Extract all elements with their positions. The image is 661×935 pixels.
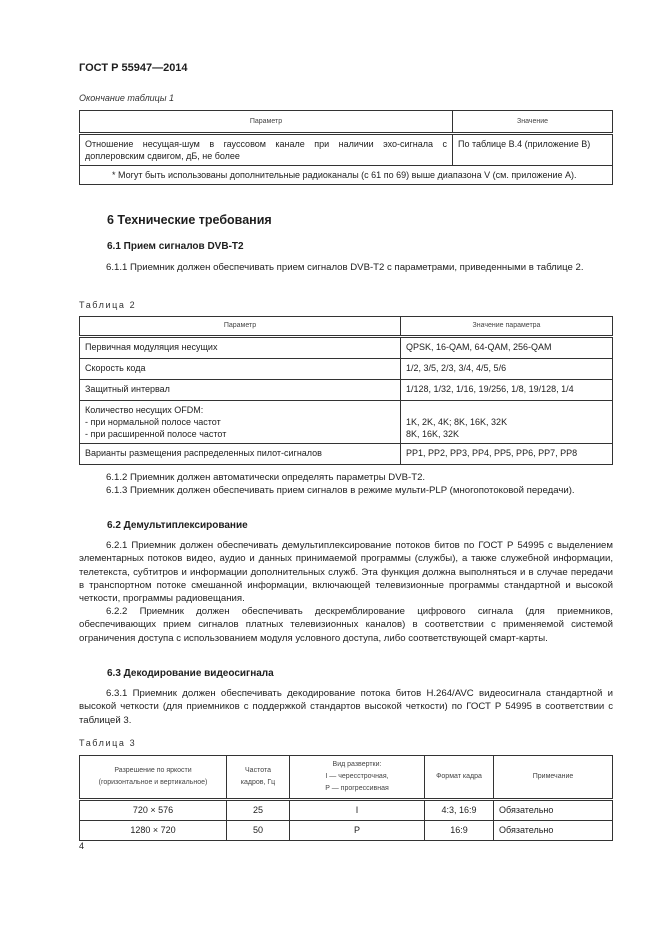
table2-caption: Таблица 2 [79,300,137,310]
table-row [80,821,613,841]
table1-col-param: Параметр [80,111,453,134]
table3-cell: I [290,800,425,821]
document-id: ГОСТ Р 55947—2014 [79,62,188,74]
table-row [80,380,613,401]
table2-param [80,401,401,444]
table3-col-note: Примечание [494,756,613,800]
paragraph-6-1-2: 6.1.2 Приемник должен автоматически определять параметры DVB-T2. [106,472,426,483]
table2-value: QPSK, 16-QAM, 64-QAM, 256-QAM [401,337,613,359]
table3-cell: 1280 × 720 [80,821,227,841]
table3-cell: 25 [227,800,290,821]
table3-col-aspect: Формат кадра [425,756,494,800]
page-number: 4 [79,841,85,851]
table2-param: Скорость кода [80,359,401,380]
table2-value: PP1, PP2, PP3, PP4, PP5, PP6, PP7, PP8 [401,444,613,465]
table2-col-param: Параметр [80,317,401,337]
table-row [80,444,613,465]
table2-value: 1/2, 3/5, 2/3, 3/4, 4/5, 5/6 [401,359,613,380]
table3-col-scan: Вид развертки: I — чересстрочная, P — прогрессивная [290,756,425,800]
table1-header [80,111,613,134]
table3-cell: 720 × 576 [80,800,227,821]
table1-cell: Отношение несущая-шум в гауссовом канале при наличии эхо-сигнала с доплеровским сдвигом, дБ, не более [80,134,453,166]
table-row [80,134,613,166]
table3-caption: Таблица 3 [79,738,137,748]
table3-cell: 4:3, 16:9 [425,800,494,821]
table1-col-value: Значение [453,111,613,134]
section-6-1-title: 6.1 Прием сигналов DVB-T2 [107,241,244,252]
table3 [79,755,613,841]
paragraph-6-1-1: 6.1.1 Приемник должен обеспечивать прием сигналов DVB-T2 с параметрами, приведенными в таблице 2. [106,262,584,273]
table3-cell: 16:9 [425,821,494,841]
table-row [80,401,613,444]
paragraph-6-2-1: 6.2.1 Приемник должен обеспечивать демультиплексирование потоков битов по ГОСТ Р 54995 с выделением элементарных потоков видео, аудио и данных принимаемой программы (службы), а также служебной информации, телетекста, субтитров и информации дополнительных служб. Эта функция должна выполняться и в случае передачи в транспортном потоке смешанной информации, включающей телевизионные программы стандартной и высокой четкости, программы радиовещания. [79,540,613,605]
table2-header [80,317,613,337]
table1-footnote-row [80,166,613,185]
paragraph-6-3-1: 6.3.1 Приемник должен обеспечивать декодирование потока битов H.264/AVC видеосигнала стандартной и высокой четкости (для приемников с поддержкой стандартов высокой четкости) по ГОСТ Р 54995 в соответствии с таблицей 3. [79,688,613,726]
table3-cell: Обязательно [494,800,613,821]
table2-param: Защитный интервал [80,380,401,401]
table2-param-line: - при нормальной полосе частот [85,417,221,427]
table2-param: Первичная модуляция несущих [80,337,401,359]
section-6-2-title: 6.2 Демультиплексирование [107,520,248,531]
table-row [80,337,613,359]
table2-param: Варианты размещения распределенных пилот-сигналов [80,444,401,465]
table3-cell: P [290,821,425,841]
table2-value: 1/128, 1/32, 1/16, 19/256, 1/8, 19/128, 1/4 [401,380,613,401]
section-6-3-title: 6.3 Декодирование видеосигнала [107,668,274,679]
table3-cell: 50 [227,821,290,841]
table1-cell: По таблице В.4 (приложение В) [453,134,613,166]
paragraph-6-2-2: 6.2.2 Приемник должен обеспечивать дескремблирование цифрового сигнала (для приемников, обеспечивающих прием сигналов платных телевизионных каналов) в соответствии с применяемой системой ограничения доступа с использованием модуля условного доступа, либо соответствующей смарт-карты. [79,606,613,644]
table1-footnote: * Могут быть использованы дополнительные радиоканалы (с 61 по 69) выше диапазона V (см. приложение А). [80,166,613,185]
table2-col-value: Значение параметра [401,317,613,337]
table2 [79,316,613,465]
table1 [79,110,613,185]
table3-header [80,756,613,800]
table3-cell: Обязательно [494,821,613,841]
table2-value [401,401,613,444]
paragraph-6-1-3: 6.1.3 Приемник должен обеспечивать прием сигналов в режиме мульти-PLP (многопотоковой передачи). [106,485,575,496]
section-6-title: 6 Технические требования [107,213,272,227]
table2-value-line: 8K, 16K, 32K [406,429,460,439]
table-row [80,800,613,821]
table-row [80,359,613,380]
table2-param-line: Количество несущих OFDM: [85,405,204,415]
table3-col-resolution: Разрешение по яркости (горизонтальное и вертикальное) [80,756,227,800]
table2-param-line: - при расширенной полосе частот [85,429,227,439]
table3-col-framerate: Частота кадров, Гц [227,756,290,800]
table2-value-line: 1K, 2K, 4K; 8K, 16K, 32K [406,417,508,427]
table1-caption: Окончание таблицы 1 [79,93,174,103]
